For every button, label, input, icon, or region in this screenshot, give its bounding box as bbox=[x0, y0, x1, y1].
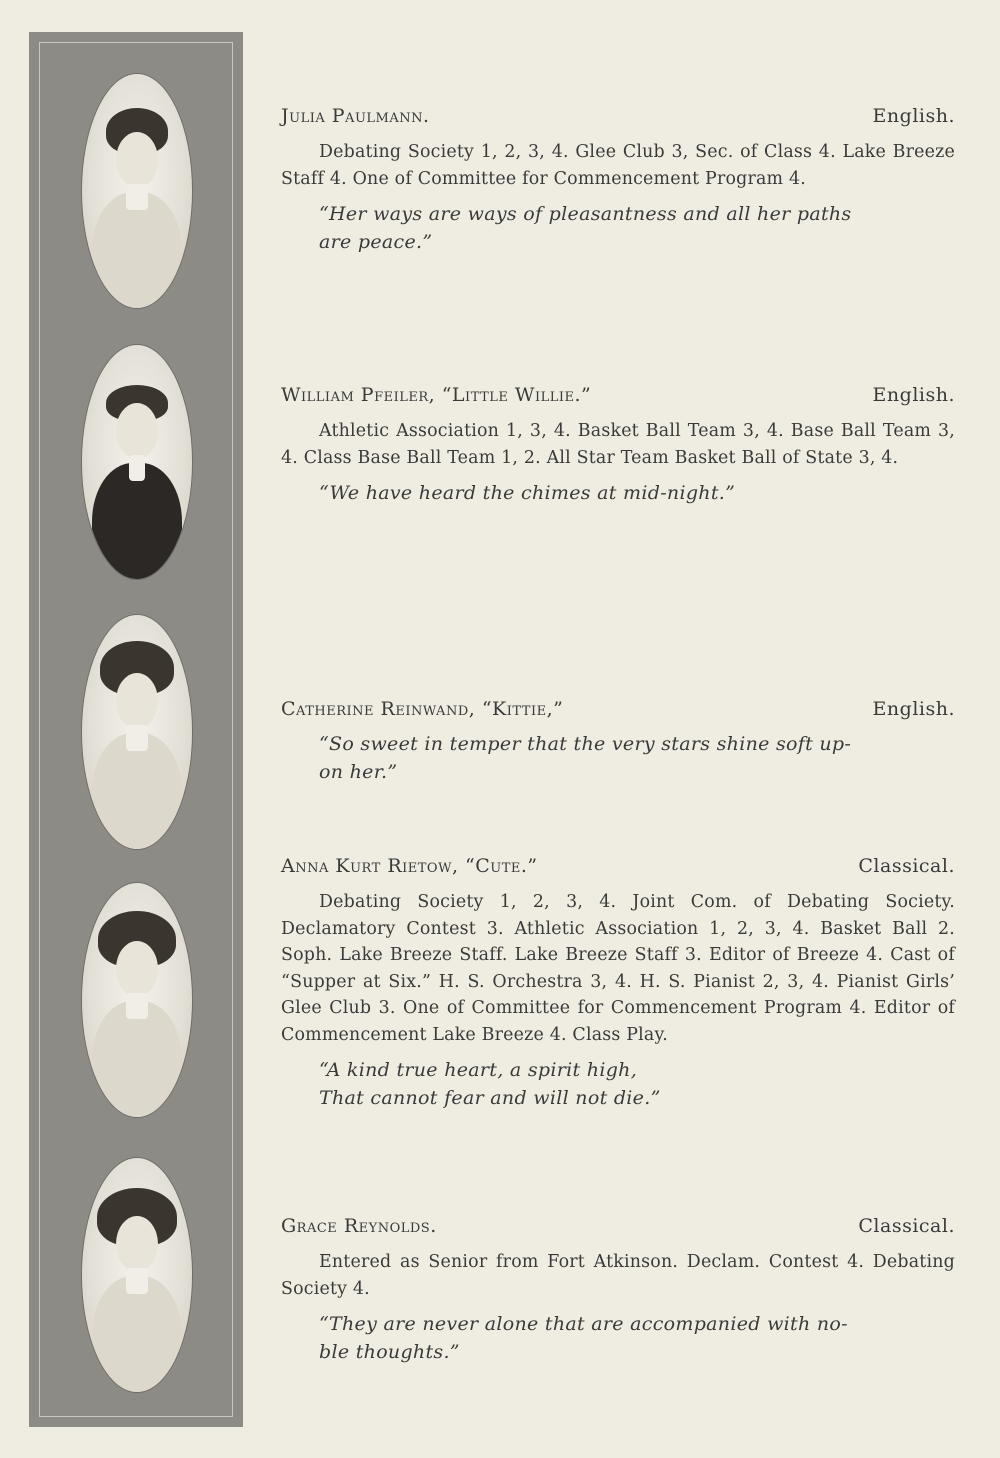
entry-header bbox=[281, 105, 955, 135]
portrait-anna-kurt-rietow bbox=[82, 883, 192, 1117]
entry-header bbox=[281, 384, 955, 414]
entry-header bbox=[281, 1215, 955, 1245]
student-name: Catherine Reinwand, “Kittie,” bbox=[281, 698, 564, 720]
student-name: William Pfeiler, “Little Willie.” bbox=[281, 384, 592, 406]
activities-text: Debating Society 1, 2, 3, 4. Glee Club 3, Sec. of Class 4. Lake Breeze Staff 4. One of Committee for Commencement Program 4. bbox=[281, 142, 955, 189]
student-name: Anna Kurt Rietow, “Cute.” bbox=[281, 855, 538, 877]
course-label: English. bbox=[872, 105, 955, 127]
portrait-catherine-reinwand bbox=[82, 615, 192, 849]
entry-julia-paulmann bbox=[281, 105, 955, 256]
entry-catherine-reinwand bbox=[281, 698, 955, 786]
course-label: English. bbox=[872, 384, 955, 406]
portrait-julia-paulmann bbox=[82, 74, 192, 308]
portrait-william-pfeiler bbox=[82, 345, 192, 579]
course-label: English. bbox=[872, 698, 955, 720]
entry-william-pfeiler bbox=[281, 384, 955, 507]
course-label: Classical. bbox=[858, 1215, 955, 1237]
portrait-grace-reynolds bbox=[82, 1158, 192, 1392]
course-label: Classical. bbox=[858, 855, 955, 877]
student-name: Grace Reynolds. bbox=[281, 1215, 437, 1237]
quote-text: “We have heard the chimes at mid-night.” bbox=[319, 482, 736, 504]
portrait-strip bbox=[29, 32, 243, 1427]
quote-text: “Her ways are ways of pleasantness and all her paths are peace.” bbox=[319, 203, 852, 253]
entry-grace-reynolds bbox=[281, 1215, 955, 1366]
entry-header bbox=[281, 855, 955, 885]
activities-text: Athletic Association 1, 3, 4. Basket Ball Team 3, 4. Base Ball Team 3, 4. Class Base Ball Team 1, 2. All Star Team Basket Ball of State 3, 4. bbox=[281, 421, 955, 468]
entry-anna-kurt-rietow bbox=[281, 855, 955, 1112]
quote-text: “A kind true heart, a spirit high, That cannot fear and will not die.” bbox=[319, 1059, 661, 1109]
quote-text: “So sweet in temper that the very stars shine soft up- on her.” bbox=[319, 733, 852, 783]
quote-text: “They are never alone that are accompanied with no- ble thoughts.” bbox=[319, 1313, 848, 1363]
activities-text: Debating Society 1, 2, 3, 4. Joint Com. of Debating Society. Declamatory Contest 3. Athletic Association 1, 2, 3, 4. Basket Ball 2. Soph. Lake Breeze Staff. Lake Breeze Staff 3. Editor of Breeze 4. Cast of “Supper at Six.” H. S. Orchestra 3, 4. H. S. Pianist 2, 3, 4. Pianist Girls’ Glee Club 3. One of Committee for Commencement Program 4. Editor of Commencement Lake Breeze 4. Class Play. bbox=[281, 892, 955, 1045]
entry-header bbox=[281, 698, 955, 728]
activities-text: Entered as Senior from Fort Atkinson. Declam. Contest 4. Debating Society 4. bbox=[281, 1252, 955, 1299]
student-name: Julia Paulmann. bbox=[281, 105, 430, 127]
